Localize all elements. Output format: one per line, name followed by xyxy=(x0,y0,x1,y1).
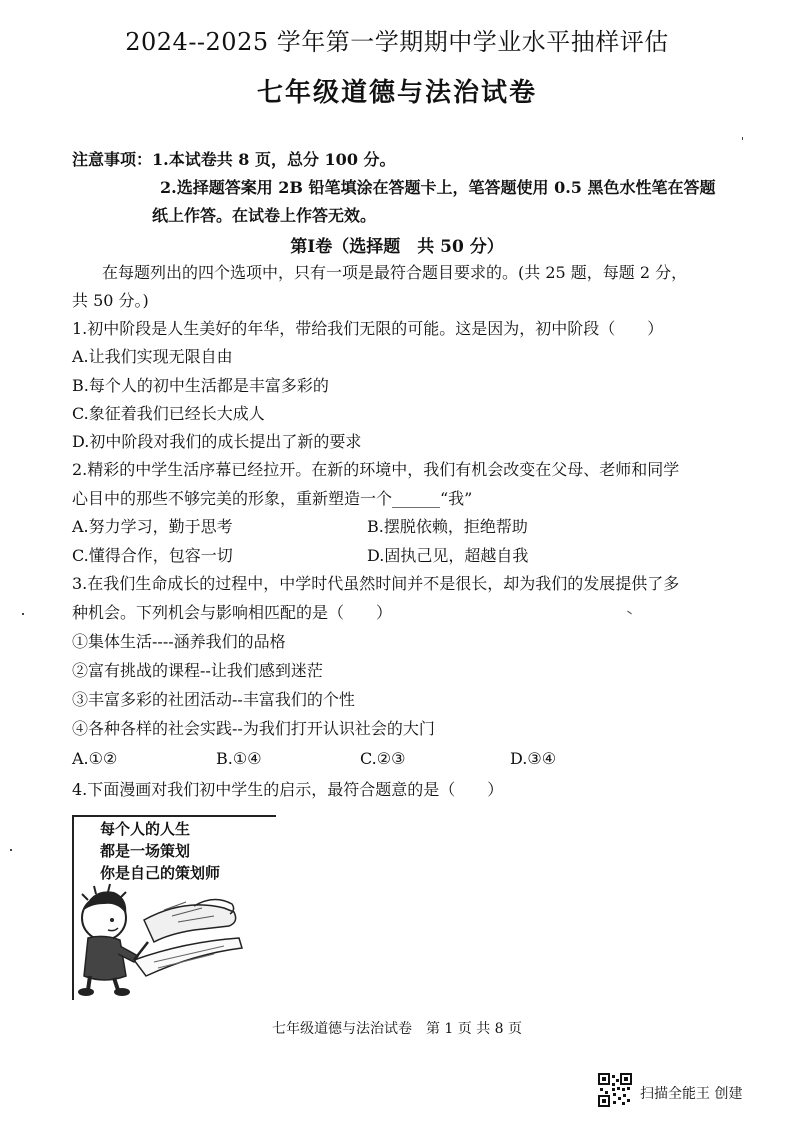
statement-4: ④各种各样的社会实践--为我们打开认识社会的大门 xyxy=(72,719,435,738)
statement-1: ①集体生活----涵养我们的品格 xyxy=(72,632,286,651)
notes-item-1: 1.本试卷共 8 页，总分 100 分。 xyxy=(152,150,396,169)
scanner-watermark: 扫描全能王 创建 xyxy=(640,1086,743,1102)
option-d: D.初中阶段对我们的成长提出了新的要求 xyxy=(72,432,362,451)
option-c: C.象征着我们已经长大成人 xyxy=(72,404,265,423)
notes-label: 注意事项： xyxy=(72,150,153,169)
section-intro: 在每题列出的四个选项中，只有一项是最符合题目要求的。(共 25 题，每题 2 分， xyxy=(102,263,688,282)
cartoon-illustration xyxy=(74,880,274,998)
option-c: C.②③ xyxy=(360,749,406,768)
question-stem: 2.精彩的中学生活序幕已经拉开。在新的环境中，我们有机会改变在父母、老师和同学 xyxy=(72,460,680,479)
scan-speck xyxy=(627,611,632,615)
statement-3: ③丰富多彩的社团活动--丰富我们的个性 xyxy=(72,690,355,709)
qr-code-icon xyxy=(598,1073,632,1107)
scan-speck xyxy=(742,137,743,140)
question-stem-cont: 心目中的那些不够完美的形象，重新塑造一个______“我” xyxy=(72,489,473,508)
option-a: A.①② xyxy=(72,749,118,768)
question-stem: 1.初中阶段是人生美好的年华，带给我们无限的可能。这是因为，初中阶段（ ） xyxy=(72,319,664,338)
section-intro-cont: 共 50 分。) xyxy=(72,291,149,310)
exam-title: 2024--2025 学年第一学期期中学业水平抽样评估 xyxy=(125,28,669,56)
option-a: A.让我们实现无限自由 xyxy=(72,347,233,366)
page-footer: 七年级道德与法治试卷 第 1 页 共 8 页 xyxy=(271,1021,523,1037)
section-title: 第Ⅰ卷（选择题 共 50 分） xyxy=(290,237,504,257)
question-stem-cont: 种机会。下列机会与影响相匹配的是（ ） xyxy=(72,603,393,622)
exam-subtitle: 七年级道德与法治试卷 xyxy=(256,78,537,108)
scan-speck xyxy=(22,613,24,615)
option-d: D.固执己见，超越自我 xyxy=(367,546,529,565)
cartoon-caption-3: 你是自己的策划师 xyxy=(100,864,221,882)
cartoon-caption-1: 每个人的人生 xyxy=(100,820,191,838)
option-c: C.懂得合作，包容一切 xyxy=(72,546,233,565)
notes-item-2: 2.选择题答案用 2B 铅笔填涂在答题卡上，笔答题使用 0.5 黑色水性笔在答题 xyxy=(160,178,716,197)
statement-2: ②富有挑战的课程--让我们感到迷茫 xyxy=(72,661,323,680)
option-a: A.努力学习，勤于思考 xyxy=(72,517,233,536)
option-d: D.③④ xyxy=(510,749,557,768)
option-b: B.摆脱依赖，拒绝帮助 xyxy=(367,517,528,536)
option-b: B.每个人的初中生活都是丰富多彩的 xyxy=(72,376,329,395)
option-b: B.①④ xyxy=(216,749,262,768)
question-stem: 4.下面漫画对我们初中学生的启示，最符合题意的是（ ） xyxy=(72,780,504,799)
notes-item-2-cont: 纸上作答。在试卷上作答无效。 xyxy=(152,206,377,225)
question-stem: 3.在我们生命成长的过程中，中学时代虽然时间并不是很长，却为我们的发展提供了多 xyxy=(72,574,680,593)
scan-speck xyxy=(10,849,12,851)
cartoon-caption-2: 都是一场策划 xyxy=(100,842,191,860)
